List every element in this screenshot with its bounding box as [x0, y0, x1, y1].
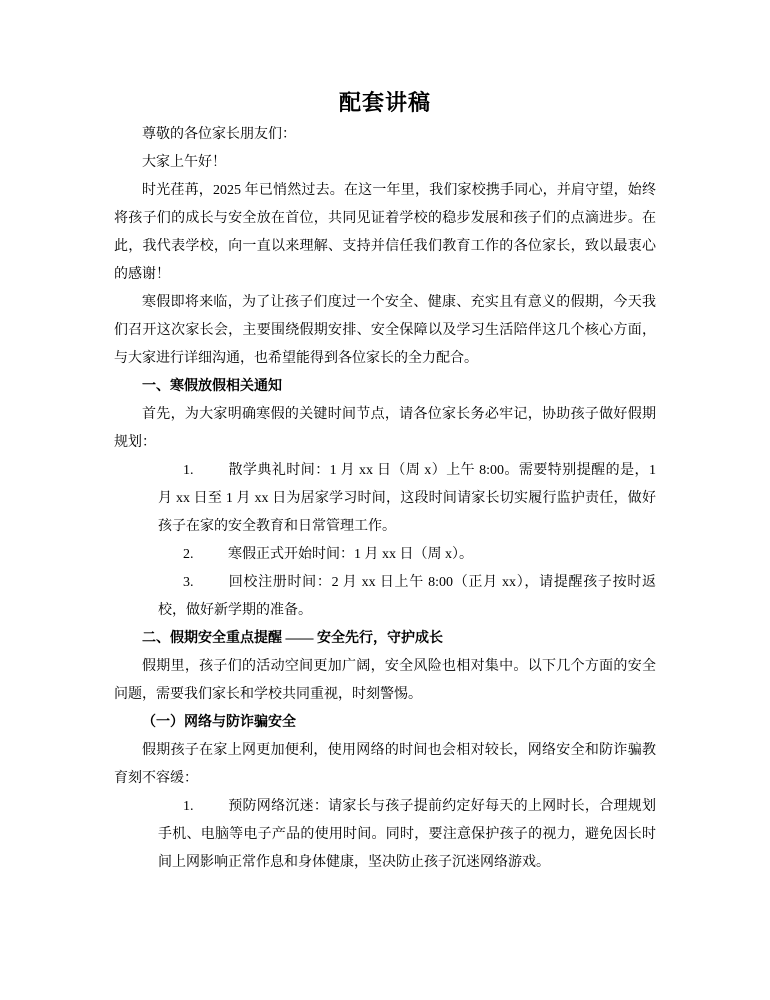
- list-item: [158, 541, 656, 569]
- section-2-sub-1-heading: （一）网络与防诈骗安全: [142, 715, 296, 730]
- list-item: [158, 457, 656, 541]
- list-item-text: 寒假正式开始时间：1 月 xx 日（周 x）。: [228, 547, 473, 562]
- list-item-text: 预防网络沉迷：请家长与孩子提前约定好每天的上网时长，合理规划手机、电脑等电子产品的使用时间。同时，要注意保护孩子的视力，避免因长时间上网影响正常作息和身体健康，坚决防止孩子沉迷网络游戏。: [158, 799, 656, 870]
- section-2-sub-1-lead: 假期孩子在家上网更加便利，使用网络的时间也会相对较长，网络安全和防诈骗教育刻不容缓：: [114, 743, 656, 786]
- section-1-heading: 一、寒假放假相关通知: [142, 379, 282, 394]
- list-item-number: 2.: [183, 547, 194, 562]
- greeting-line: 大家上午好！: [142, 155, 226, 170]
- list-item-number: 3.: [183, 575, 194, 590]
- section-1-lead: 首先，为大家明确寒假的关键时间节点，请各位家长务必牢记，协助孩子做好假期规划：: [114, 407, 656, 450]
- list-item-text: 回校注册时间：2 月 xx 日上午 8:00（正月 xx），请提醒孩子按时返校，做好新学期的准备。: [158, 575, 656, 618]
- document-title: 配套讲稿: [338, 90, 431, 115]
- section-2-lead: 假期里，孩子们的活动空间更加广阔，安全风险也相对集中。以下几个方面的安全问题，需要我们家长和学校共同重视，时刻警惕。: [114, 659, 656, 702]
- salutation-line: 尊敬的各位家长朋友们：: [142, 127, 296, 142]
- section-2-heading: 二、假期安全重点提醒 —— 安全先行，守护成长: [142, 631, 443, 646]
- list-item: [158, 793, 656, 877]
- list-item: [158, 569, 656, 625]
- list-item-text: 散学典礼时间：1 月 xx 日（周 x）上午 8:00。需要特别提醒的是，1 月 xx 日至 1 月 xx 日为居家学习时间，这段时间请家长切实履行监护责任，做好孩子在家的安全教育和日常管理工作。: [158, 463, 656, 534]
- document-body: [114, 121, 656, 877]
- list-item-number: 1.: [183, 463, 194, 478]
- intro-paragraph-2: 寒假即将来临，为了让孩子们度过一个安全、健康、充实且有意义的假期，今天我们召开这次家长会，主要围绕假期安排、安全保障以及学习生活陪伴这几个核心方面，与大家进行详细沟通，也希望能得到各位家长的全力配合。: [114, 295, 656, 366]
- intro-paragraph-1: 时光荏苒，2025 年已悄然过去。在这一年里，我们家校携手同心，并肩守望，始终将孩子们的成长与安全放在首位，共同见证着学校的稳步发展和孩子们的点滴进步。在此，我代表学校，向一直以来理解、支持并信任我们教育工作的各位家长，致以最衷心的感谢！: [114, 183, 656, 282]
- list-item-number: 1.: [183, 799, 194, 814]
